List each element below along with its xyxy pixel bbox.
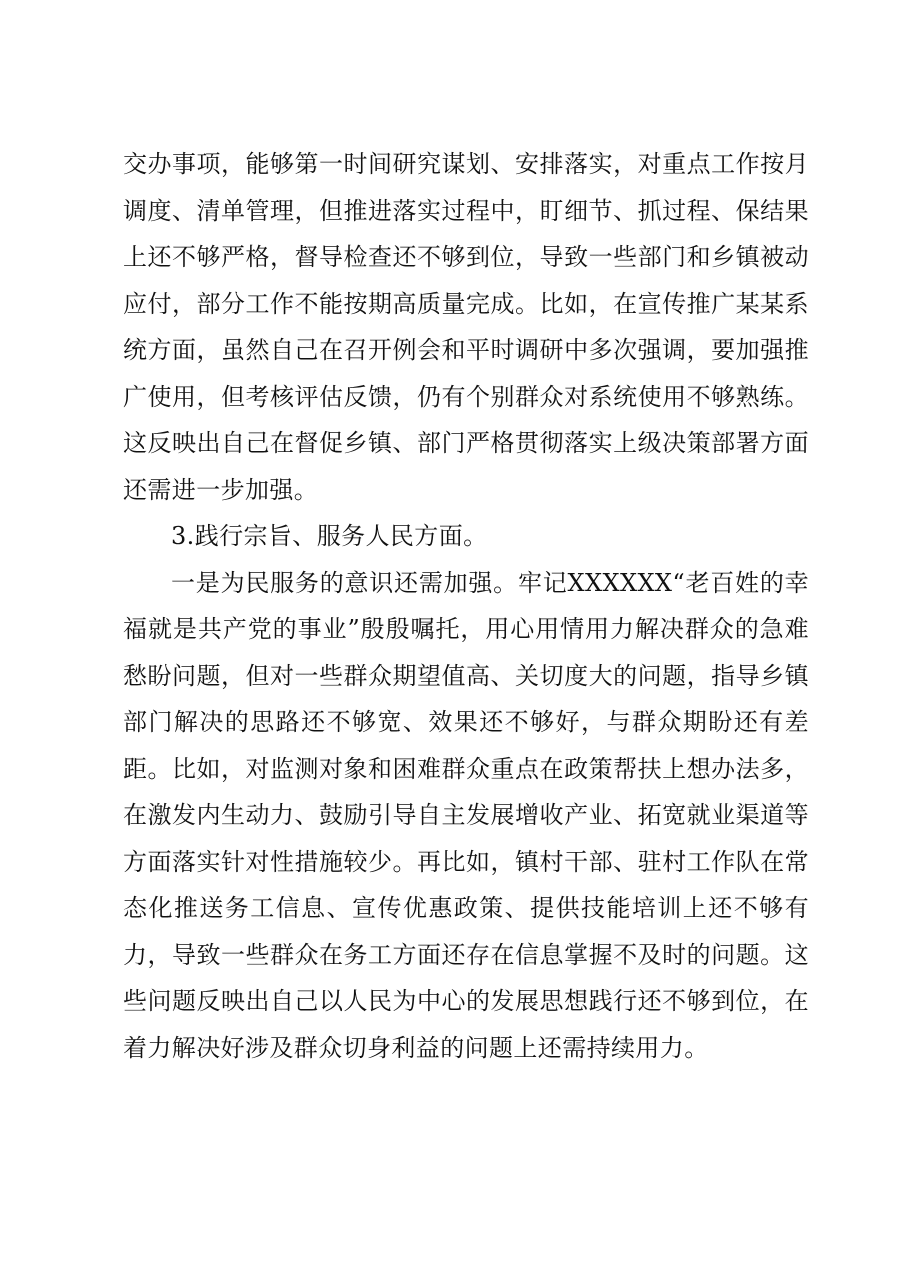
document-body — [123, 141, 809, 1071]
paragraph-service-awareness: 一是为民服务的意识还需加强。牢记XXXXXX“老百姓的幸福就是共产党的事业”殷殷嘱托，用心用情用力解决群众的急难愁盼问题，但对一些群众期望值高、关切度大的问题，指导乡镇部门解决的思路还不够宽、效果还不够好，与群众期盼还有差距。比如，对监测对象和困难群众重点在政策帮扶上想办法多，在激发内生动力、鼓励引导自主发展增收产业、拓宽就业渠道等方面落实针对性措施较少。再比如，镇村干部、驻村工作队在常态化推送务工信息、宣传优惠政策、提供技能培训上还不够有力，导致一些群众在务工方面还存在信息掌握不及时的问题。这些问题反映出自己以人民为中心的发展思想践行还不够到位，在着力解决好涉及群众切身利益的问题上还需持续用力。 — [123, 568, 809, 1062]
section-heading: 3.践行宗旨、服务人民方面。 — [171, 522, 488, 550]
paragraph-continuation: 交办事项，能够第一时间研究谋划、安排落实，对重点工作按月调度、清单管理，但推进落实过程中，盯细节、抓过程、保结果上还不够严格，督导检查还不够到位，导致一些部门和乡镇被动应付，部分工作不能按期高质量完成。比如，在宣传推广某某系统方面，虽然自己在召开例会和平时调研中多次强调，要加强推广使用，但考核评估反馈，仍有个别群众对系统使用不够熟练。这反映出自己在督促乡镇、部门严格贯彻落实上级决策部署方面还需进一步加强。 — [123, 150, 809, 504]
